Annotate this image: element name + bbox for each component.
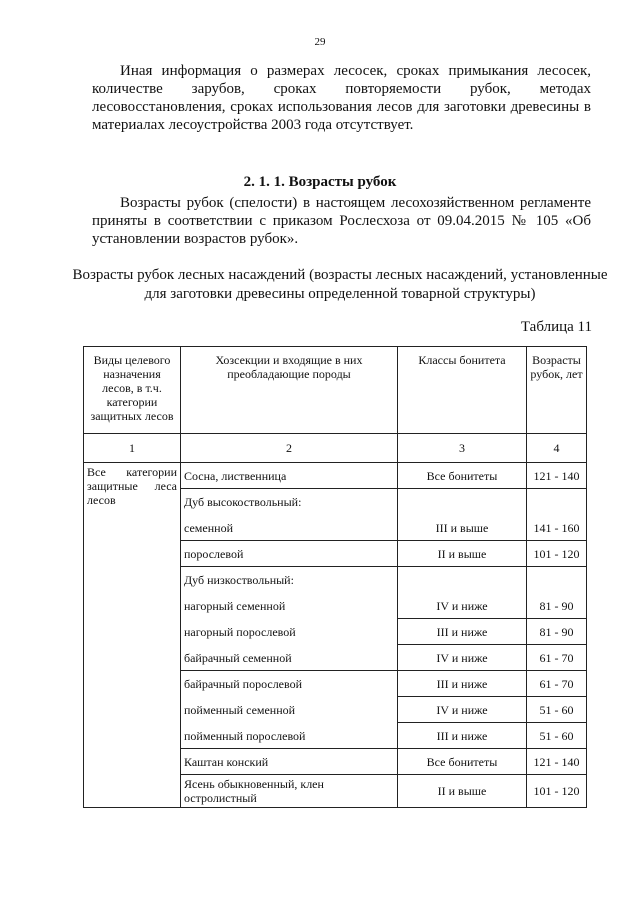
age-cell: 121 - 140: [527, 463, 587, 489]
section-cell: порослевой: [181, 541, 398, 567]
section-cell: байрачный порослевой: [181, 671, 398, 697]
class-cell: IV и ниже: [398, 593, 527, 619]
class-cell: Все бонитеты: [398, 749, 527, 775]
section-cell: Дуб высокоствольный:: [181, 489, 398, 515]
class-cell: II и выше: [398, 775, 527, 808]
section-cell: пойменный порослевой: [181, 723, 398, 749]
age-cell: [527, 567, 587, 593]
column-number: 1: [84, 434, 181, 463]
column-number: 3: [398, 434, 527, 463]
class-cell: [398, 567, 527, 593]
section-cell: пойменный семенной: [181, 697, 398, 723]
age-cell: 61 - 70: [527, 645, 587, 671]
header-purpose: Виды целевого назначения лесов, в т.ч. категории защитных лесов: [84, 347, 181, 434]
class-cell: IV и ниже: [398, 697, 527, 723]
section-cell: Сосна, лиственница: [181, 463, 398, 489]
cutting-ages-table: [83, 346, 587, 808]
section-heading: 2. 1. 1. Возрасты рубок: [243, 174, 397, 190]
age-cell: [527, 489, 587, 515]
age-cell: 61 - 70: [527, 671, 587, 697]
section-cell: Дуб низкоствольный:: [181, 567, 398, 593]
class-cell: III и ниже: [398, 723, 527, 749]
section-cell: Каштан конский: [181, 749, 398, 775]
age-cell: 51 - 60: [527, 697, 587, 723]
column-number: 2: [181, 434, 398, 463]
column-number: 4: [527, 434, 587, 463]
section-cell: байрачный семенной: [181, 645, 398, 671]
age-cell: 81 - 90: [527, 619, 587, 645]
section-cell: семенной: [181, 515, 398, 541]
section-cell: Ясень обыкновенный, клен остролистный: [181, 775, 398, 808]
class-cell: IV и ниже: [398, 645, 527, 671]
class-cell: [398, 489, 527, 515]
header-sections: Хозсекции и входящие в них преобладающие породы: [181, 347, 398, 434]
age-cell: 121 - 140: [527, 749, 587, 775]
class-cell: III и ниже: [398, 671, 527, 697]
category-cell: Все категории защитные леса лесов: [84, 463, 181, 808]
page-number: 29: [314, 36, 326, 48]
paragraph-forest-info: Иная информация о размерах лесосек, сроках примыкания лесосек, количестве зарубов, сроках повторяемости рубок, методах лесовосстановления, сроках использования лесов для заготовки древесины в материалах лесоустройства 2003 года отсутствует.: [92, 63, 591, 133]
table-label: Таблица 11: [520, 319, 592, 335]
section-cell: нагорный порослевой: [181, 619, 398, 645]
class-cell: Все бонитеты: [398, 463, 527, 489]
class-cell: III и ниже: [398, 619, 527, 645]
age-cell: 81 - 90: [527, 593, 587, 619]
table-row: [84, 463, 587, 489]
table-caption: Возрасты рубок лесных насаждений (возрасты лесных насаждений, установленные для заготовки древесины определенной товарной структуры): [72, 267, 608, 302]
age-cell: 101 - 120: [527, 541, 587, 567]
table-column-numbers: [84, 434, 587, 463]
class-cell: III и выше: [398, 515, 527, 541]
header-site-class: Классы бонитета: [398, 347, 527, 434]
age-cell: 51 - 60: [527, 723, 587, 749]
age-cell: 101 - 120: [527, 775, 587, 808]
header-cutting-age: Возрасты рубок, лет: [527, 347, 587, 434]
class-cell: II и выше: [398, 541, 527, 567]
age-cell: 141 - 160: [527, 515, 587, 541]
table-header-row: [84, 347, 587, 434]
section-cell: нагорный семенной: [181, 593, 398, 619]
paragraph-cutting-ages: Возрасты рубок (спелости) в настоящем лесохозяйственном регламенте приняты в соответствии с приказом Рослесхоза от 09.04.2015 № 105 «Об установлении возрастов рубок».: [92, 195, 591, 247]
